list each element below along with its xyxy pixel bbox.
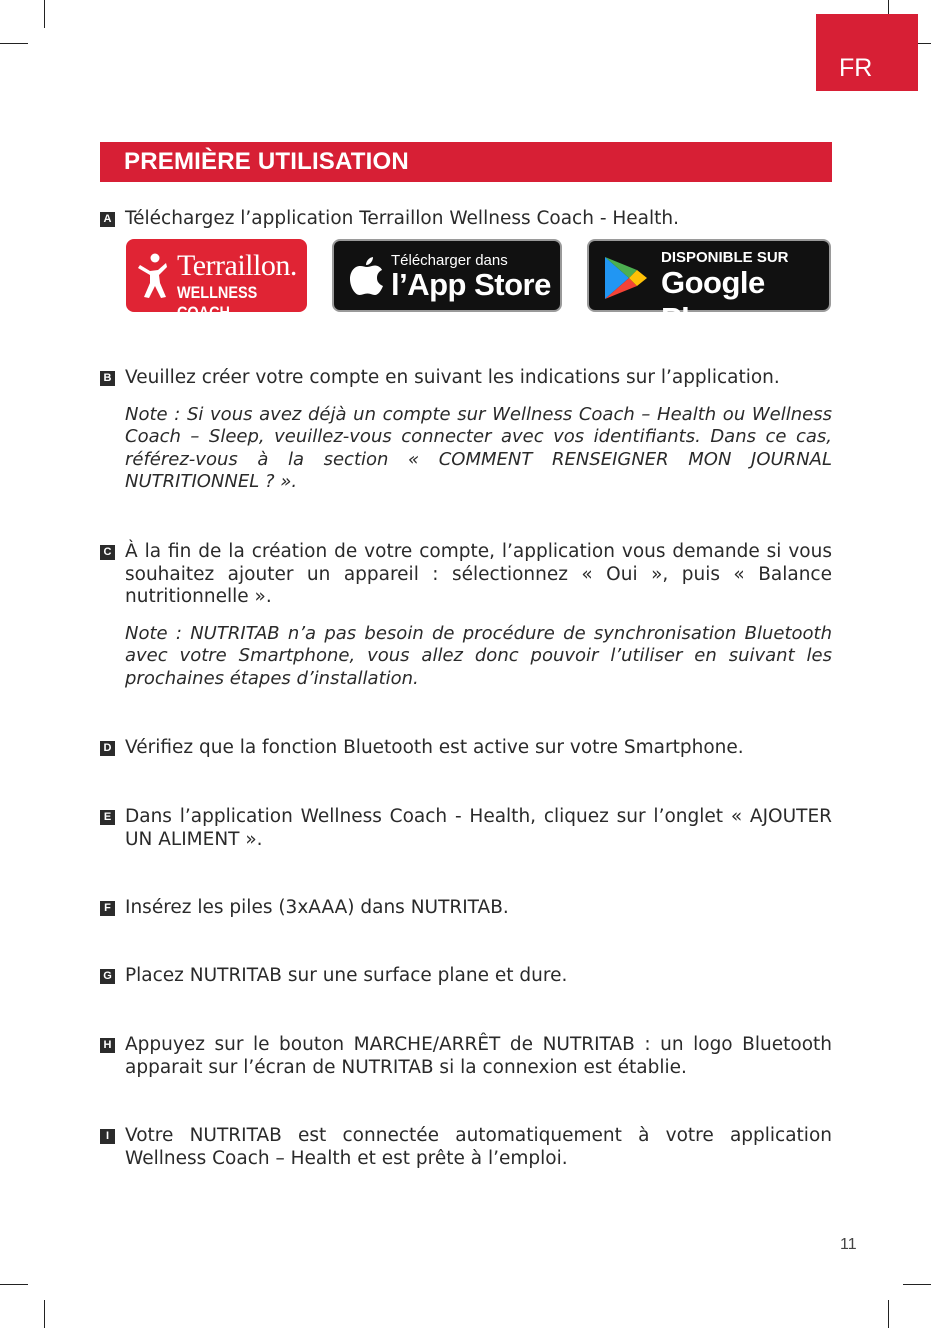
step-letter: A: [100, 212, 115, 227]
step-note: Note : NUTRITAB n’a pas besoin de procédure de synchronisation Bluetooth avec votre Smartphone, vous allez donc pouvoir l’utiliser en suivant les prochaines étapes d’installation.: [125, 622, 832, 689]
page-number: 11: [840, 1236, 857, 1253]
step-letter: C: [100, 545, 115, 560]
step-e: [100, 806, 832, 851]
step-text: Appuyez sur le bouton MARCHE/ARRÊT de NUTRITAB : un logo Bluetooth apparait sur l’écran de NUTRITAB si la connexion est établie.: [125, 1034, 832, 1078]
step-letter: B: [100, 371, 115, 386]
language-label: FR: [839, 54, 873, 82]
section-title-bar: [100, 142, 832, 182]
crop-mark: [888, 1300, 889, 1328]
step-text: Téléchargez l’application Terraillon Wellness Coach - Health.: [125, 208, 680, 229]
google-play-icon: [603, 255, 649, 301]
crop-mark: [44, 0, 45, 28]
step-d: [100, 737, 832, 760]
apple-icon: [350, 257, 384, 295]
step-a: [100, 208, 832, 231]
step-text: Vérifiez que la fonction Bluetooth est active sur votre Smartphone.: [125, 737, 744, 758]
google-play-small-text: DISPONIBLE SUR: [661, 249, 789, 266]
step-note: Note : Si vous avez déjà un compte sur Wellness Coach – Health ou Wellness Coach – Sleep, veuillez-vous connecter avec vos identifiants. Dans ce cas, référez-vous à la section « COMMENT RENSEIGNER MON JOURNAL NUTRITIONNEL ? ».: [125, 403, 832, 493]
step-letter: I: [100, 1129, 115, 1144]
step-g: [100, 965, 832, 988]
app-store-badge[interactable]: [332, 239, 562, 312]
crop-mark: [903, 1284, 931, 1285]
step-b: [100, 367, 832, 494]
app-store-big-text: l’App Store: [391, 267, 551, 302]
crop-mark: [0, 1284, 28, 1285]
terraillon-logo-subtitle: WELLNESS COACH: [177, 283, 258, 322]
step-letter: H: [100, 1038, 115, 1053]
crop-mark: [44, 1300, 45, 1328]
step-letter: D: [100, 741, 115, 756]
step-text: Votre NUTRITAB est connectée automatiquement à votre application Wellness Coach – Health et est prête à l’emploi.: [125, 1125, 832, 1169]
terraillon-figure-icon: [138, 253, 168, 299]
step-letter: F: [100, 901, 115, 916]
step-text: Dans l’application Wellness Coach - Health, cliquez sur l’onglet « AJOUTER UN ALIMENT ».: [125, 806, 832, 850]
google-play-badge[interactable]: [587, 239, 831, 336]
app-badges: [100, 239, 832, 336]
step-text: À la fin de la création de votre compte, l’application vous demande si vous souhaitez ajouter un appareil : sélectionnez « Oui », puis « Balance nutritionnelle ».: [125, 541, 832, 608]
step-text: Placez NUTRITAB sur une surface plane et dure.: [125, 965, 568, 986]
app-store-small-text: Télécharger dans: [391, 252, 508, 269]
language-tab: [816, 14, 918, 91]
terraillon-logo-text: Terraillon.: [177, 249, 297, 282]
step-letter: E: [100, 810, 115, 825]
crop-mark: [0, 43, 28, 44]
step-letter: G: [100, 969, 115, 984]
step-f: [100, 897, 832, 920]
terraillon-badge[interactable]: [126, 239, 307, 322]
google-play-big-text: Google Play: [661, 265, 765, 336]
step-c: [100, 541, 832, 691]
section-title: PREMIÈRE UTILISATION: [124, 148, 409, 175]
step-i: [100, 1125, 832, 1170]
step-text: Insérez les piles (3xAAA) dans NUTRITAB.: [125, 897, 509, 918]
step-text: Veuillez créer votre compte en suivant les indications sur l’application.: [125, 367, 780, 388]
step-h: [100, 1034, 832, 1079]
